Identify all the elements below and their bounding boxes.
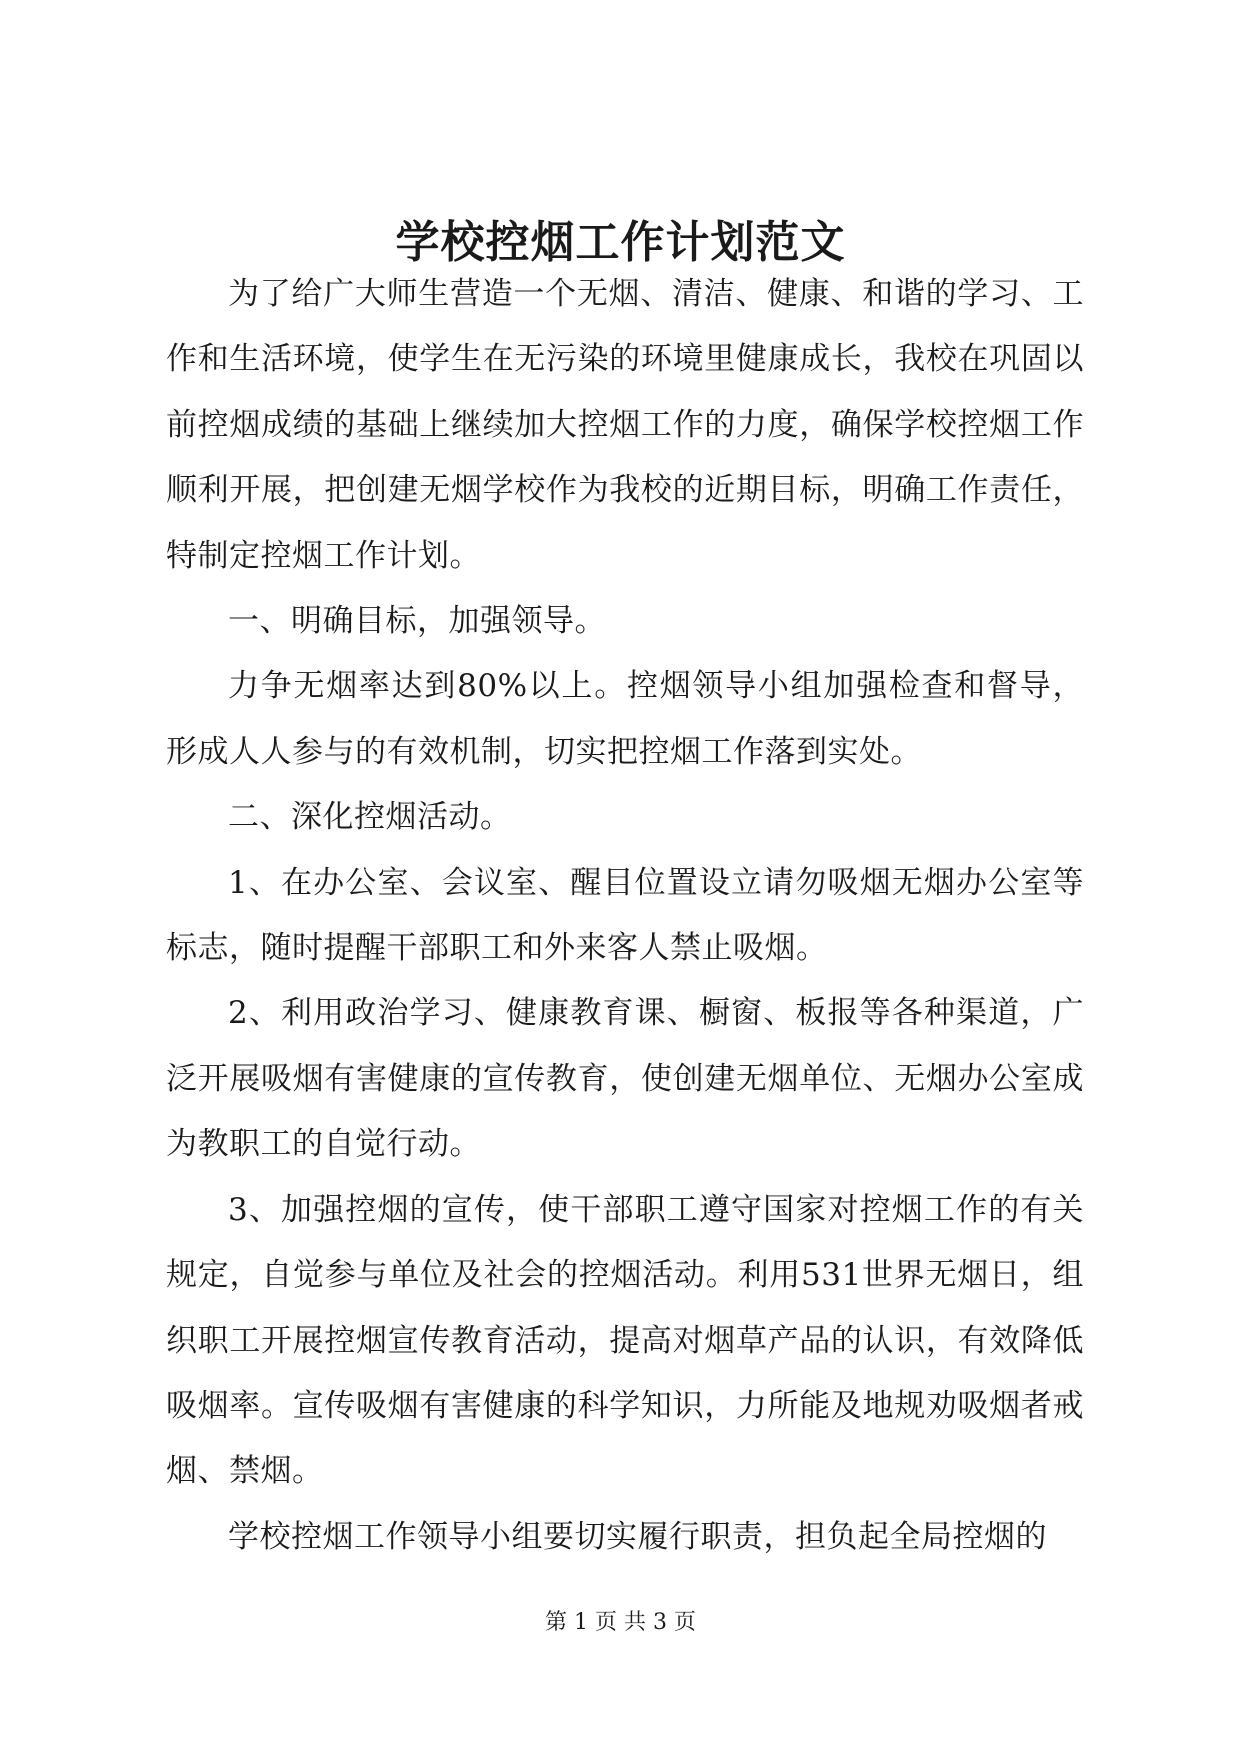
list-item-3: 3、加强控烟的宣传，使干部职工遵守国家对控烟工作的有关规定，自觉参与单位及社会的控烟活动。利用531世界无烟日，组织职工开展控烟宣传教育活动，提高对烟草产品的认识，有效降低吸烟率。宣传吸烟有害健康的科学知识，力所能及地规劝吸烟者戒烟、禁烟。	[166, 1191, 1084, 1490]
list-item-1: 1、在办公室、会议室、醒目位置设立请勿吸烟无烟办公室等标志，随时提醒干部职工和外来客人禁止吸烟。	[166, 864, 1084, 967]
paragraph-intro: 为了给广大师生营造一个无烟、清洁、健康、和谐的学习、工作和生活环境，使学生在无污染的环境里健康成长，我校在巩固以前控烟成绩的基础上继续加大控烟工作的力度，确保学校控烟工作顺利开展，把创建无烟学校作为我校的近期目标，明确工作责任，特制定控烟工作计划。	[166, 276, 1084, 574]
paragraph-closing: 学校控烟工作领导小组要切实履行职责，担负起全局控烟的	[228, 1518, 1047, 1555]
page-number-footer: 第 1 页 共 3 页	[545, 1610, 696, 1635]
section-heading-2: 二、深化控烟活动。	[228, 799, 512, 836]
paragraph-goal: 力争无烟率达到80%以上。控烟领导小组加强检查和督导，形成人人参与的有效机制，切实把控烟工作落到实处。	[166, 668, 1084, 770]
list-item-2: 2、利用政治学习、健康教育课、橱窗、板报等各种渠道，广泛开展吸烟有害健康的宣传教育，使创建无烟单位、无烟办公室成为教职工的自觉行动。	[166, 995, 1084, 1163]
document-title: 学校控烟工作计划范文	[395, 217, 846, 268]
document-body	[166, 262, 1084, 1570]
section-heading-1: 一、明确目标，加强领导。	[228, 603, 606, 640]
